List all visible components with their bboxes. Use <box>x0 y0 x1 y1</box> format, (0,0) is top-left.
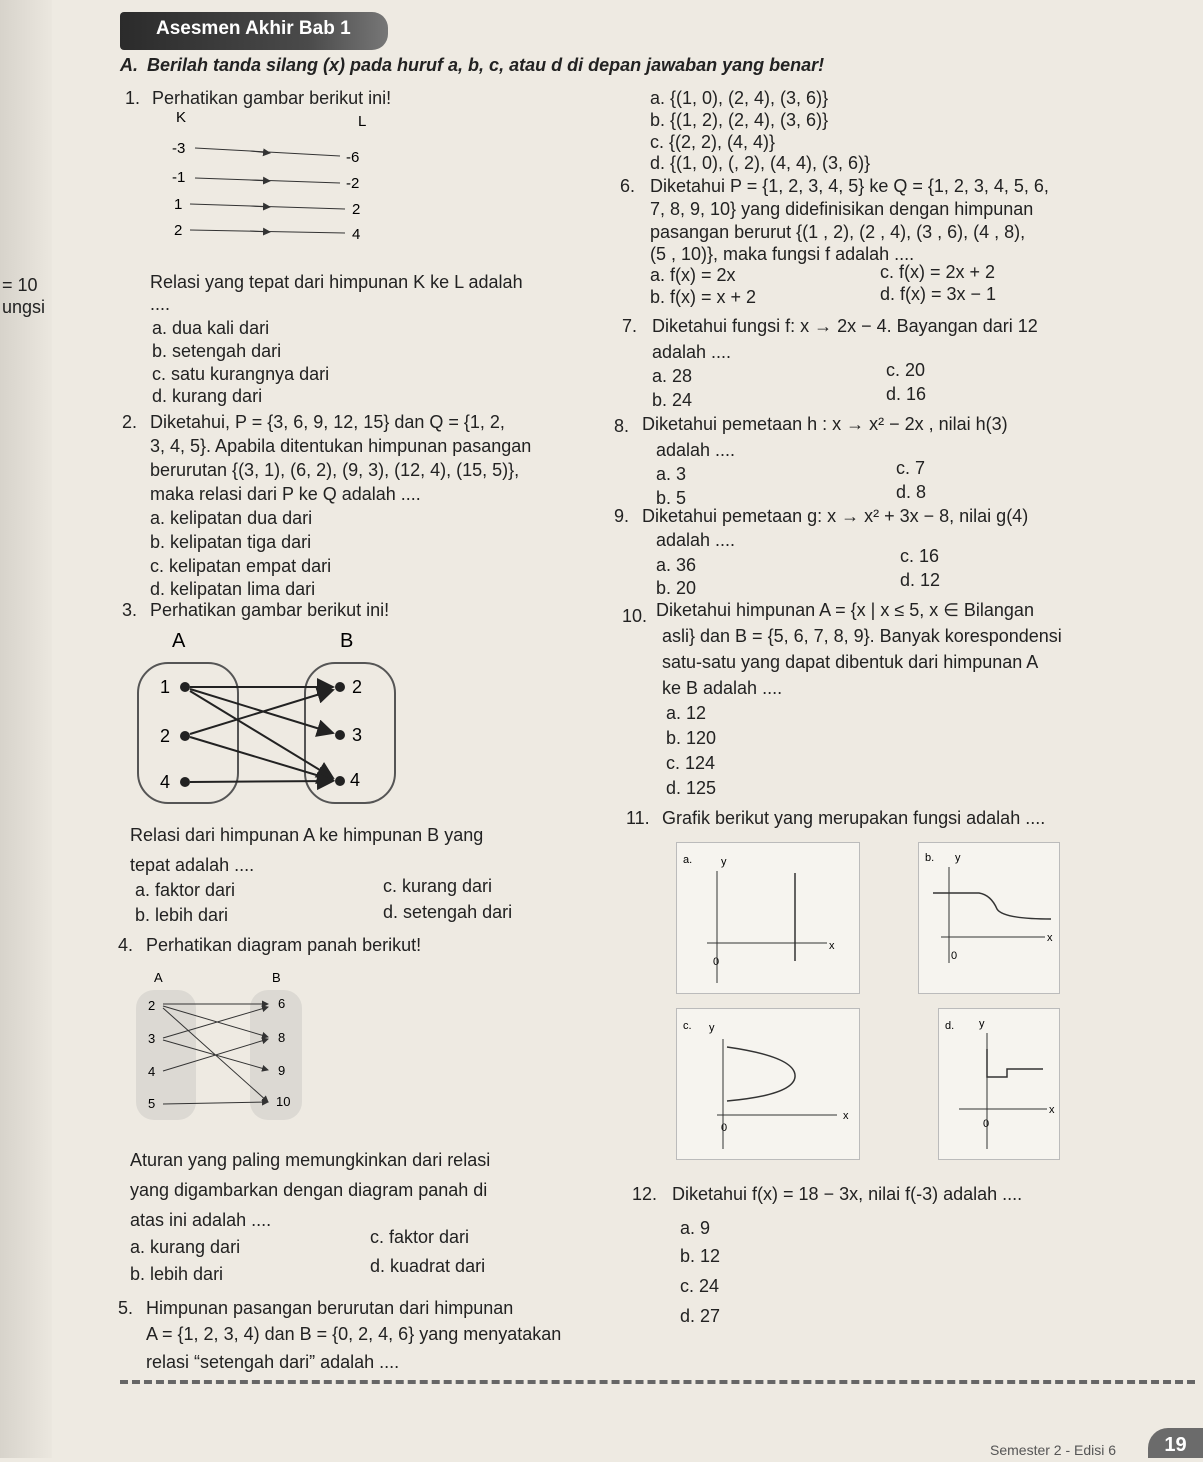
q4-right-1: 6 <box>278 996 286 1011</box>
q1-option-a[interactable]: a. dua kali dari <box>152 318 270 338</box>
q11-graph-b-y-label: y <box>955 852 961 864</box>
q3-stem: Perhatikan gambar berikut ini! <box>150 600 390 620</box>
q6-number: 6. <box>620 176 636 196</box>
q1-right-1: -6 <box>346 149 360 166</box>
q5-option-d[interactable]: d. {(1, 0), (, 2), (4, 4), (3, 6)} <box>650 153 871 173</box>
q3-number: 3. <box>122 600 138 620</box>
q4-arrow-diagram <box>128 962 328 1132</box>
q11-graph-a-x-label: x <box>829 940 835 952</box>
q2-option-a[interactable]: a. kelipatan dua dari <box>150 508 313 528</box>
q1-left-3: 1 <box>174 196 183 213</box>
q3-dot-a4 <box>180 777 190 787</box>
q4-set-a-label: A <box>154 970 163 985</box>
q1-set-a-label: K <box>176 109 187 126</box>
q4-stem: Perhatikan diagram panah berikut! <box>146 935 422 955</box>
q3-left-2: 2 <box>160 726 171 746</box>
q4-left-1: 2 <box>148 998 156 1013</box>
q3-question-2: tepat adalah .... <box>130 855 255 875</box>
q3-arrow-4-4 <box>190 781 333 782</box>
q5-option-c[interactable]: c. {(2, 2), (4, 4)} <box>650 132 776 152</box>
q9-line-2: adalah .... <box>656 530 736 550</box>
section-instruction: Berilah tanda silang (x) pada huruf a, b, c, atau d di depan jawaban yang benar! <box>147 55 825 75</box>
cut-line-divider <box>120 1380 1195 1384</box>
q4-set-b-label: B <box>272 970 281 985</box>
q8-option-d[interactable]: d. 8 <box>896 482 927 502</box>
q11-graph-d[interactable] <box>938 1008 1060 1160</box>
q11-graph-b-label: b. <box>925 852 935 864</box>
q1-question: Relasi yang tepat dari himpunan K ke L adalah <box>150 272 523 292</box>
q12-stem: Diketahui f(x) = 18 − 3x, nilai f(-3) adalah .... <box>672 1184 1023 1204</box>
q10-option-d[interactable]: d. 125 <box>666 778 717 798</box>
q4-set-a-oval <box>136 990 196 1120</box>
q6-line-4: (5 , 10)}, maka fungsi f adalah .... <box>650 244 915 264</box>
q11-graph-d-y-label: y <box>979 1018 985 1030</box>
q2-line-2: 3, 4, 5}. Apabila ditentukan himpunan pasangan <box>150 436 532 456</box>
q1-right-2: -2 <box>346 175 360 192</box>
section-label: A. <box>120 55 138 75</box>
q9-option-b[interactable]: b. 20 <box>656 578 697 598</box>
q11-graph-d-origin: 0 <box>983 1118 990 1130</box>
q9-line-1: Diketahui pemetaan g: x → x² + 3x − 8, nilai g(4) <box>642 506 1029 526</box>
page-binding-shadow <box>0 0 52 1458</box>
q4-right-4: 10 <box>276 1094 291 1109</box>
q11-graph-a-y-label: y <box>721 856 727 868</box>
q7-line-1: Diketahui fungsi f: x → 2x − 4. Bayangan dari 12 <box>652 316 1038 336</box>
footer-edition: Semester 2 - Edisi 6 <box>990 1442 1117 1458</box>
q4-option-d[interactable]: d. kuadrat dari <box>370 1256 486 1276</box>
q1-arrow-1 <box>195 148 340 156</box>
q3-option-b[interactable]: b. lebih dari <box>135 905 229 925</box>
q1-dots: .... <box>150 294 171 314</box>
page-number: 19 <box>1148 1428 1203 1458</box>
q5-option-b[interactable]: b. {(1, 2), (2, 4), (3, 6)} <box>650 110 829 130</box>
q3-dot-a1 <box>180 682 190 692</box>
q11-graph-d-curve <box>987 1049 1043 1077</box>
q4-left-3: 4 <box>148 1064 156 1079</box>
q11-graph-c-label: c. <box>683 1020 692 1032</box>
q1-option-d[interactable]: d. kurang dari <box>152 386 263 406</box>
q8-option-a[interactable]: a. 3 <box>656 464 687 484</box>
q6-line-2: 7, 8, 9, 10} yang didefinisikan dengan himpunan <box>650 199 1034 219</box>
q2-line-3: berurutan {(3, 1), (6, 2), (9, 3), (12, 4), (15, 5)}, <box>150 460 520 480</box>
q11-graph-a-origin: 0 <box>713 956 720 968</box>
q11-graph-b[interactable] <box>918 842 1060 994</box>
q11-graph-a-label: a. <box>683 854 693 866</box>
q11-stem: Grafik berikut yang merupakan fungsi adalah .... <box>662 808 1046 828</box>
q3-right-3: 4 <box>350 770 361 790</box>
q1-left-1: -3 <box>172 140 186 157</box>
q3-left-1: 1 <box>160 677 171 697</box>
q5-line-2: A = {1, 2, 3, 4) dan B = {0, 2, 4, 6} yang menyatakan <box>146 1324 562 1344</box>
q6-option-d[interactable]: d. f(x) = 3x − 1 <box>880 284 997 304</box>
q4-line-2: yang digambarkan dengan diagram panah di <box>130 1180 488 1200</box>
q5-line-3: relasi “setengah dari” adalah .... <box>146 1352 400 1372</box>
q11-graph-d-x-label: x <box>1049 1104 1055 1116</box>
q11-graph-b-curve <box>933 893 1051 919</box>
q11-graph-b-origin: 0 <box>951 950 958 962</box>
q9-option-c[interactable]: c. 16 <box>900 546 940 566</box>
q5-line-1: Himpunan pasangan berurutan dari himpunan <box>146 1298 514 1318</box>
q1-right-4: 4 <box>352 226 361 243</box>
q7-option-d[interactable]: d. 16 <box>886 384 927 404</box>
q3-dot-a2 <box>180 731 190 741</box>
q6-option-b[interactable]: b. f(x) = x + 2 <box>650 287 757 307</box>
q3-dot-b2 <box>335 682 345 692</box>
q2-option-b[interactable]: b. kelipatan tiga dari <box>150 532 312 552</box>
q8-line-1: Diketahui pemetaan h : x → x² − 2x , nilai h(3) <box>642 414 1008 434</box>
q2-line-1: Diketahui, P = {3, 6, 9, 12, 15} dan Q = {1, 2, <box>150 412 505 432</box>
q1-option-b[interactable]: b. setengah dari <box>152 341 282 361</box>
q4-number: 4. <box>118 935 134 955</box>
q3-arrow-diagram <box>130 625 410 815</box>
q7-number: 7. <box>622 316 638 336</box>
q10-line-4: ke B adalah .... <box>662 678 783 698</box>
margin-fragment-word: ungsi <box>2 297 46 317</box>
q10-option-a[interactable]: a. 12 <box>666 703 707 723</box>
q1-left-2: -1 <box>172 169 186 186</box>
q6-line-3: pasangan berurut {(1 , 2), (2 , 4), (3 , 6), (4 , 8), <box>650 222 1026 242</box>
q1-set-b-label: L <box>358 113 367 130</box>
q11-graph-c-x-label: x <box>843 1110 849 1122</box>
q10-line-2: asli} dan B = {5, 6, 7, 8, 9}. Banyak korespondensi <box>662 626 1062 646</box>
q1-option-c[interactable]: c. satu kurangnya dari <box>152 364 330 384</box>
q1-number: 1. <box>125 88 141 108</box>
q5-option-a[interactable]: a. {(1, 0), (2, 4), (3, 6)} <box>650 88 829 108</box>
q11-graph-a[interactable] <box>676 842 860 994</box>
q4-option-b[interactable]: b. lebih dari <box>130 1264 224 1284</box>
q12-number: 12. <box>632 1184 658 1204</box>
q8-option-b[interactable]: b. 5 <box>656 488 687 508</box>
q1-arrow-diagram <box>150 108 400 258</box>
q2-number: 2. <box>122 412 138 432</box>
q3-arrow-1-4 <box>190 691 333 778</box>
q11-graph-c[interactable] <box>676 1008 860 1160</box>
q4-left-4: 5 <box>148 1096 156 1111</box>
q6-option-a[interactable]: a. f(x) = 2x <box>650 265 736 285</box>
q11-graph-c-y-label: y <box>709 1022 715 1034</box>
q7-line-2: adalah .... <box>652 342 732 362</box>
q9-number: 9. <box>614 506 630 526</box>
q8-option-c[interactable]: c. 7 <box>896 458 926 478</box>
q3-set-b-label: B <box>340 630 354 652</box>
q11-graph-d-label: d. <box>945 1020 955 1032</box>
q7-option-a[interactable]: a. 28 <box>652 366 693 386</box>
q4-option-a[interactable]: a. kurang dari <box>130 1237 241 1257</box>
q9-option-d[interactable]: d. 12 <box>900 570 941 590</box>
q12-option-c[interactable]: c. 24 <box>680 1276 720 1296</box>
q12-option-a[interactable]: a. 9 <box>680 1218 711 1238</box>
q12-option-d[interactable]: d. 27 <box>680 1306 721 1326</box>
q3-dot-b3 <box>335 730 345 740</box>
q4-left-2: 3 <box>148 1031 156 1046</box>
q5-number: 5. <box>118 1298 134 1318</box>
q10-option-b[interactable]: b. 120 <box>666 728 717 748</box>
q4-right-3: 9 <box>278 1063 286 1078</box>
q3-arrow-2-4 <box>190 737 333 780</box>
q4-line-3: atas ini adalah .... <box>130 1210 272 1230</box>
q11-graph-c-curve <box>727 1047 795 1101</box>
margin-fragment-eq: = 10 <box>2 275 38 295</box>
q2-option-c[interactable]: c. kelipatan empat dari <box>150 556 332 576</box>
q12-option-b[interactable]: b. 12 <box>680 1246 721 1266</box>
q6-option-c[interactable]: c. f(x) = 2x + 2 <box>880 262 996 282</box>
q1-right-3: 2 <box>352 201 361 218</box>
q4-right-2: 8 <box>278 1030 286 1045</box>
q8-number: 8. <box>614 416 630 436</box>
q11-graph-c-origin: 0 <box>721 1122 728 1134</box>
q4-line-1: Aturan yang paling memungkinkan dari relasi <box>130 1150 491 1170</box>
q8-line-2: adalah .... <box>656 440 736 460</box>
q11-graph-b-x-label: x <box>1047 932 1053 944</box>
q1-stem: Perhatikan gambar berikut ini! <box>152 88 392 108</box>
q3-option-a[interactable]: a. faktor dari <box>135 880 236 900</box>
q6-line-1: Diketahui P = {1, 2, 3, 4, 5} ke Q = {1, 2, 3, 4, 5, 6, <box>650 176 1049 196</box>
q3-dot-b4 <box>335 776 345 786</box>
page-title: Asesmen Akhir Bab 1 <box>156 18 351 39</box>
q2-line-4: maka relasi dari P ke Q adalah .... <box>150 484 421 504</box>
q3-option-d[interactable]: d. setengah dari <box>383 902 513 922</box>
q11-number: 11. <box>626 808 650 828</box>
q2-option-d[interactable]: d. kelipatan lima dari <box>150 579 316 599</box>
q1-left-4: 2 <box>174 222 183 239</box>
q10-line-1: Diketahui himpunan A = {x | x ≤ 5, x ∈ Bilangan <box>656 600 1034 620</box>
q3-right-2: 3 <box>352 725 363 745</box>
q7-option-c[interactable]: c. 20 <box>886 360 926 380</box>
q4-option-c[interactable]: c. faktor dari <box>370 1227 470 1247</box>
q10-number: 10. <box>622 606 648 626</box>
q3-question-1: Relasi dari himpunan A ke himpunan B yang <box>130 825 484 845</box>
q7-option-b[interactable]: b. 24 <box>652 390 693 410</box>
q9-option-a[interactable]: a. 36 <box>656 555 697 575</box>
q3-set-a-label: A <box>172 630 186 652</box>
q10-line-3: satu-satu yang dapat dibentuk dari himpunan A <box>662 652 1039 672</box>
q3-right-1: 2 <box>352 677 363 697</box>
q10-option-c[interactable]: c. 124 <box>666 753 716 773</box>
q3-option-c[interactable]: c. kurang dari <box>383 876 493 896</box>
q3-left-3: 4 <box>160 772 171 792</box>
